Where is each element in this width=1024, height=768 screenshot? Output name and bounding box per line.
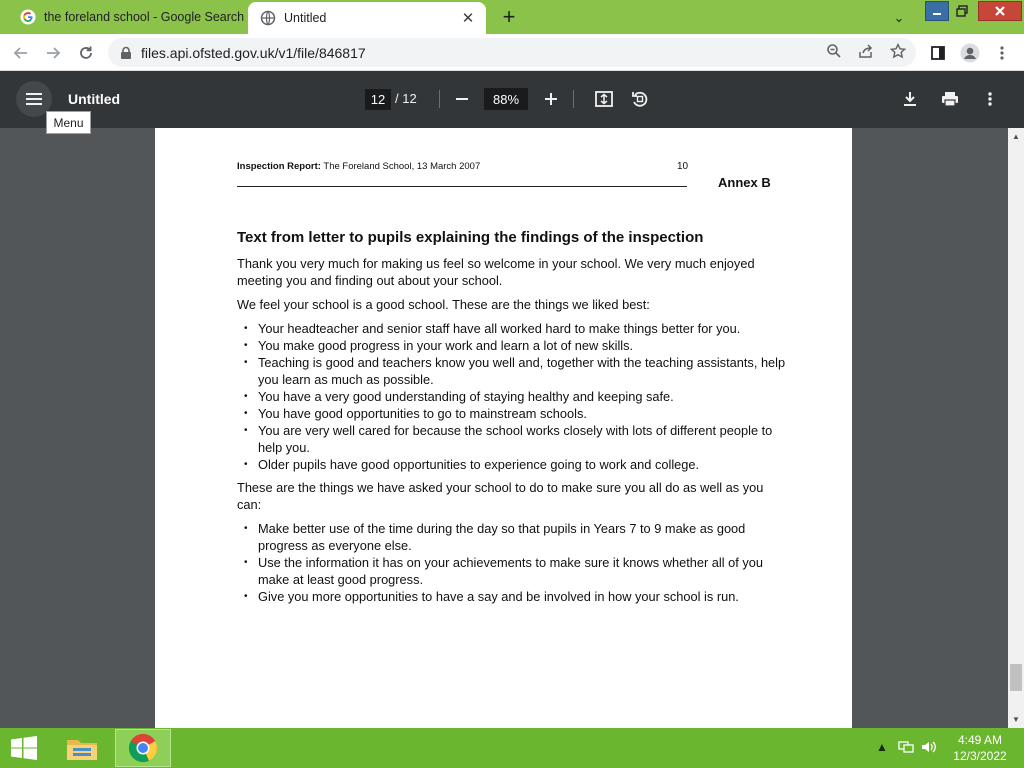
section-heading: Text from letter to pupils explaining the findings of the inspection [237, 229, 704, 246]
fit-to-page-icon[interactable] [592, 87, 616, 111]
clock-date: 12/3/2022 [953, 749, 1007, 763]
page-header [237, 161, 480, 172]
header-label: Inspection Report: [237, 161, 321, 172]
network-icon[interactable] [898, 740, 914, 757]
chrome-icon [128, 733, 158, 763]
show-hidden-icons-icon[interactable]: ▲ [876, 740, 888, 754]
print-icon[interactable] [938, 87, 962, 111]
header-text: The Foreland School, 13 March 2007 [320, 161, 481, 172]
close-icon [994, 5, 1006, 17]
profile-avatar-icon[interactable] [957, 40, 983, 66]
scrollbar-thumb[interactable] [1010, 664, 1022, 691]
bookmark-star-icon[interactable] [888, 41, 908, 61]
paragraph: These are the things we have asked your school to do to make sure you all do as well as you can: [237, 480, 764, 512]
list-item: • Older pupils have good opportunities to experience going to work and college. [237, 456, 797, 473]
list-item: • Make better use of the time during the day so that pupils in Years 7 to 9 make as good progress as everyone else. [237, 520, 797, 554]
asked-list [237, 520, 797, 605]
address-bar[interactable] [108, 38, 916, 67]
reload-icon[interactable] [73, 40, 99, 66]
list-item: • You have good opportunities to go to mainstream schools. [237, 405, 797, 422]
tab-title: Untitled [284, 11, 327, 25]
tab-title: the foreland school - Google Search [44, 10, 245, 24]
vertical-scrollbar[interactable] [1008, 128, 1024, 728]
system-clock[interactable] [944, 732, 1016, 764]
list-item: • You are very well cared for because the school works closely with lots of different people to help you. [237, 422, 797, 456]
clock-time: 4:49 AM [957, 733, 1003, 747]
pdf-toolbar [0, 71, 1024, 128]
list-item: • Use the information it has on your achievements to make sure it knows whether all of you make at least good progress. [237, 554, 797, 588]
windows-taskbar [0, 728, 1024, 768]
globe-icon [260, 10, 276, 26]
file-explorer-button[interactable] [54, 729, 110, 767]
more-vertical-icon[interactable] [989, 40, 1015, 66]
minimize-icon [932, 6, 942, 16]
annex-label: Annex B [718, 175, 771, 190]
menu-tooltip: Menu [46, 111, 91, 134]
share-icon[interactable] [856, 41, 876, 61]
zoom-in-icon[interactable] [539, 87, 563, 111]
new-tab-button[interactable]: + [502, 4, 516, 29]
list-item: • Your headteacher and senior staff have all worked hard to make things better for you. [237, 320, 797, 337]
scroll-up-arrow-icon[interactable]: ▲ [1012, 131, 1020, 141]
rotate-icon[interactable] [628, 87, 652, 111]
toolbar-divider [573, 90, 574, 108]
zoom-out-icon[interactable] [450, 87, 474, 111]
restore-window-button[interactable] [949, 1, 975, 21]
list-item: • Teaching is good and teachers know you well and, together with the teaching assistants, help you learn as much as possible. [237, 354, 797, 388]
paragraph: Thank you very much for making us feel so welcome in your school. We very much enjoyed meeting you and finding out about your school. [237, 256, 755, 288]
tab-close-icon[interactable]: ✕ [461, 10, 475, 27]
toolbar-divider [439, 90, 440, 108]
zoom-icon[interactable] [824, 41, 844, 61]
tab-untitled[interactable] [248, 2, 486, 34]
list-item: • Give you more opportunities to have a say and be involved in how your school is run. [237, 588, 797, 605]
page-number-input[interactable]: 12 [365, 89, 391, 110]
url-text[interactable]: files.api.ofsted.gov.uk/v1/file/846817 [141, 44, 366, 61]
volume-icon[interactable] [921, 740, 937, 757]
folder-icon [65, 734, 99, 762]
google-g-icon [20, 9, 36, 25]
header-rule [237, 186, 687, 187]
minimize-window-button[interactable] [925, 1, 949, 21]
more-vertical-icon[interactable] [978, 87, 1002, 111]
list-item: • You have a very good understanding of staying healthy and keeping safe. [237, 388, 797, 405]
liked-list [237, 320, 797, 473]
download-icon[interactable] [898, 87, 922, 111]
tab-strip [0, 0, 1024, 34]
page-number: 10 [677, 161, 689, 172]
chevron-down-icon[interactable]: ⌄ [893, 10, 905, 25]
browser-toolbar [0, 34, 1024, 71]
document-title: Untitled [68, 91, 121, 107]
paragraph: We feel your school is a good school. These are the things we liked best: [237, 297, 650, 312]
tab-google-search[interactable] [8, 0, 248, 34]
page-count: / 12 [395, 91, 417, 106]
chrome-taskbar-button[interactable] [115, 729, 171, 767]
scroll-down-arrow-icon[interactable]: ▼ [1012, 714, 1020, 724]
forward-arrow-icon[interactable] [40, 40, 66, 66]
pdf-viewer-area[interactable] [0, 128, 1008, 728]
close-window-button[interactable] [978, 1, 1022, 21]
hamburger-menu-icon [25, 92, 43, 106]
windows-start-icon[interactable] [10, 736, 38, 760]
side-panel-icon[interactable] [925, 40, 951, 66]
list-item: • You make good progress in your work and learn a lot of new skills. [237, 337, 797, 354]
pdf-page [155, 128, 852, 728]
lock-icon[interactable] [119, 46, 133, 60]
restore-icon [956, 5, 968, 17]
back-arrow-icon[interactable] [8, 40, 34, 66]
zoom-level-input[interactable]: 88% [484, 88, 528, 110]
